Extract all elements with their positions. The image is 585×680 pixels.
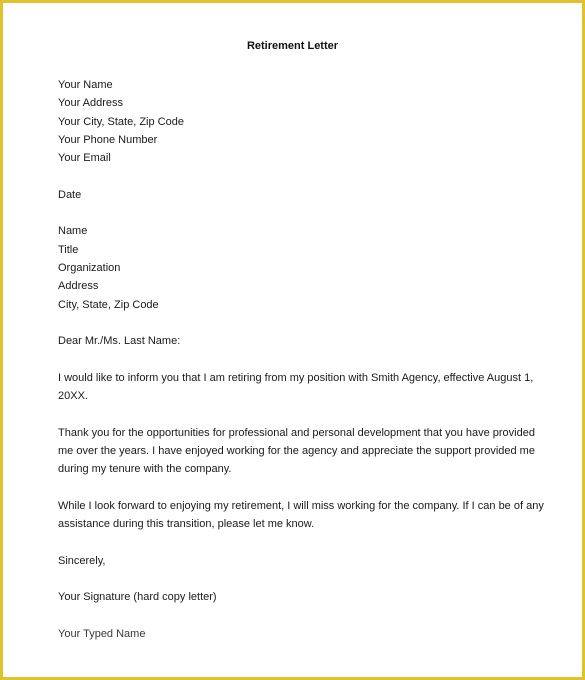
letter-date: Date bbox=[58, 188, 82, 201]
signature-line: Your Signature (hard copy letter) bbox=[58, 591, 217, 604]
paragraph-line: me over the years. I have enjoyed working for the agency and appreciate the support provided me bbox=[58, 444, 535, 457]
paragraph-line: While I look forward to enjoying my retirement, I will miss working for the company. If I can be of any bbox=[58, 499, 544, 512]
typed-name: Your Typed Name bbox=[58, 627, 146, 640]
sender-block bbox=[58, 76, 538, 167]
letter-title: Retirement Letter bbox=[246, 40, 339, 52]
paragraph-line: assistance during this transition, please let me know. bbox=[58, 518, 315, 531]
sender-city-state-zip: Your City, State, Zip Code bbox=[58, 115, 184, 128]
paragraph-line: during my tenure with the company. bbox=[58, 463, 232, 476]
recipient-organization: Organization bbox=[58, 261, 121, 274]
sender-name: Your Name bbox=[58, 79, 113, 91]
paragraph-line: Thank you for the opportunities for professional and personal development that you have provided bbox=[58, 426, 535, 439]
sender-address: Your Address bbox=[58, 97, 124, 110]
paragraph-line: I would like to inform you that I am retiring from my position with Smith Agency, effective August 1, bbox=[58, 371, 534, 384]
paragraph-thanks bbox=[58, 424, 538, 479]
paragraph-retirement-notice bbox=[58, 369, 538, 406]
recipient-name: Name bbox=[58, 225, 88, 238]
sender-email: Your Email bbox=[58, 152, 111, 165]
paragraph-transition bbox=[58, 497, 544, 534]
salutation: Dear Mr./Ms. Last Name: bbox=[58, 335, 181, 348]
paragraph-line: 20XX. bbox=[58, 390, 88, 403]
recipient-address: Address bbox=[58, 280, 99, 293]
recipient-city-state-zip: City, State, Zip Code bbox=[58, 298, 159, 311]
recipient-title: Title bbox=[58, 243, 79, 256]
letter-body bbox=[58, 76, 544, 643]
closing: Sincerely, bbox=[58, 554, 106, 567]
sender-phone: Your Phone Number bbox=[58, 133, 158, 146]
recipient-block bbox=[58, 222, 538, 313]
